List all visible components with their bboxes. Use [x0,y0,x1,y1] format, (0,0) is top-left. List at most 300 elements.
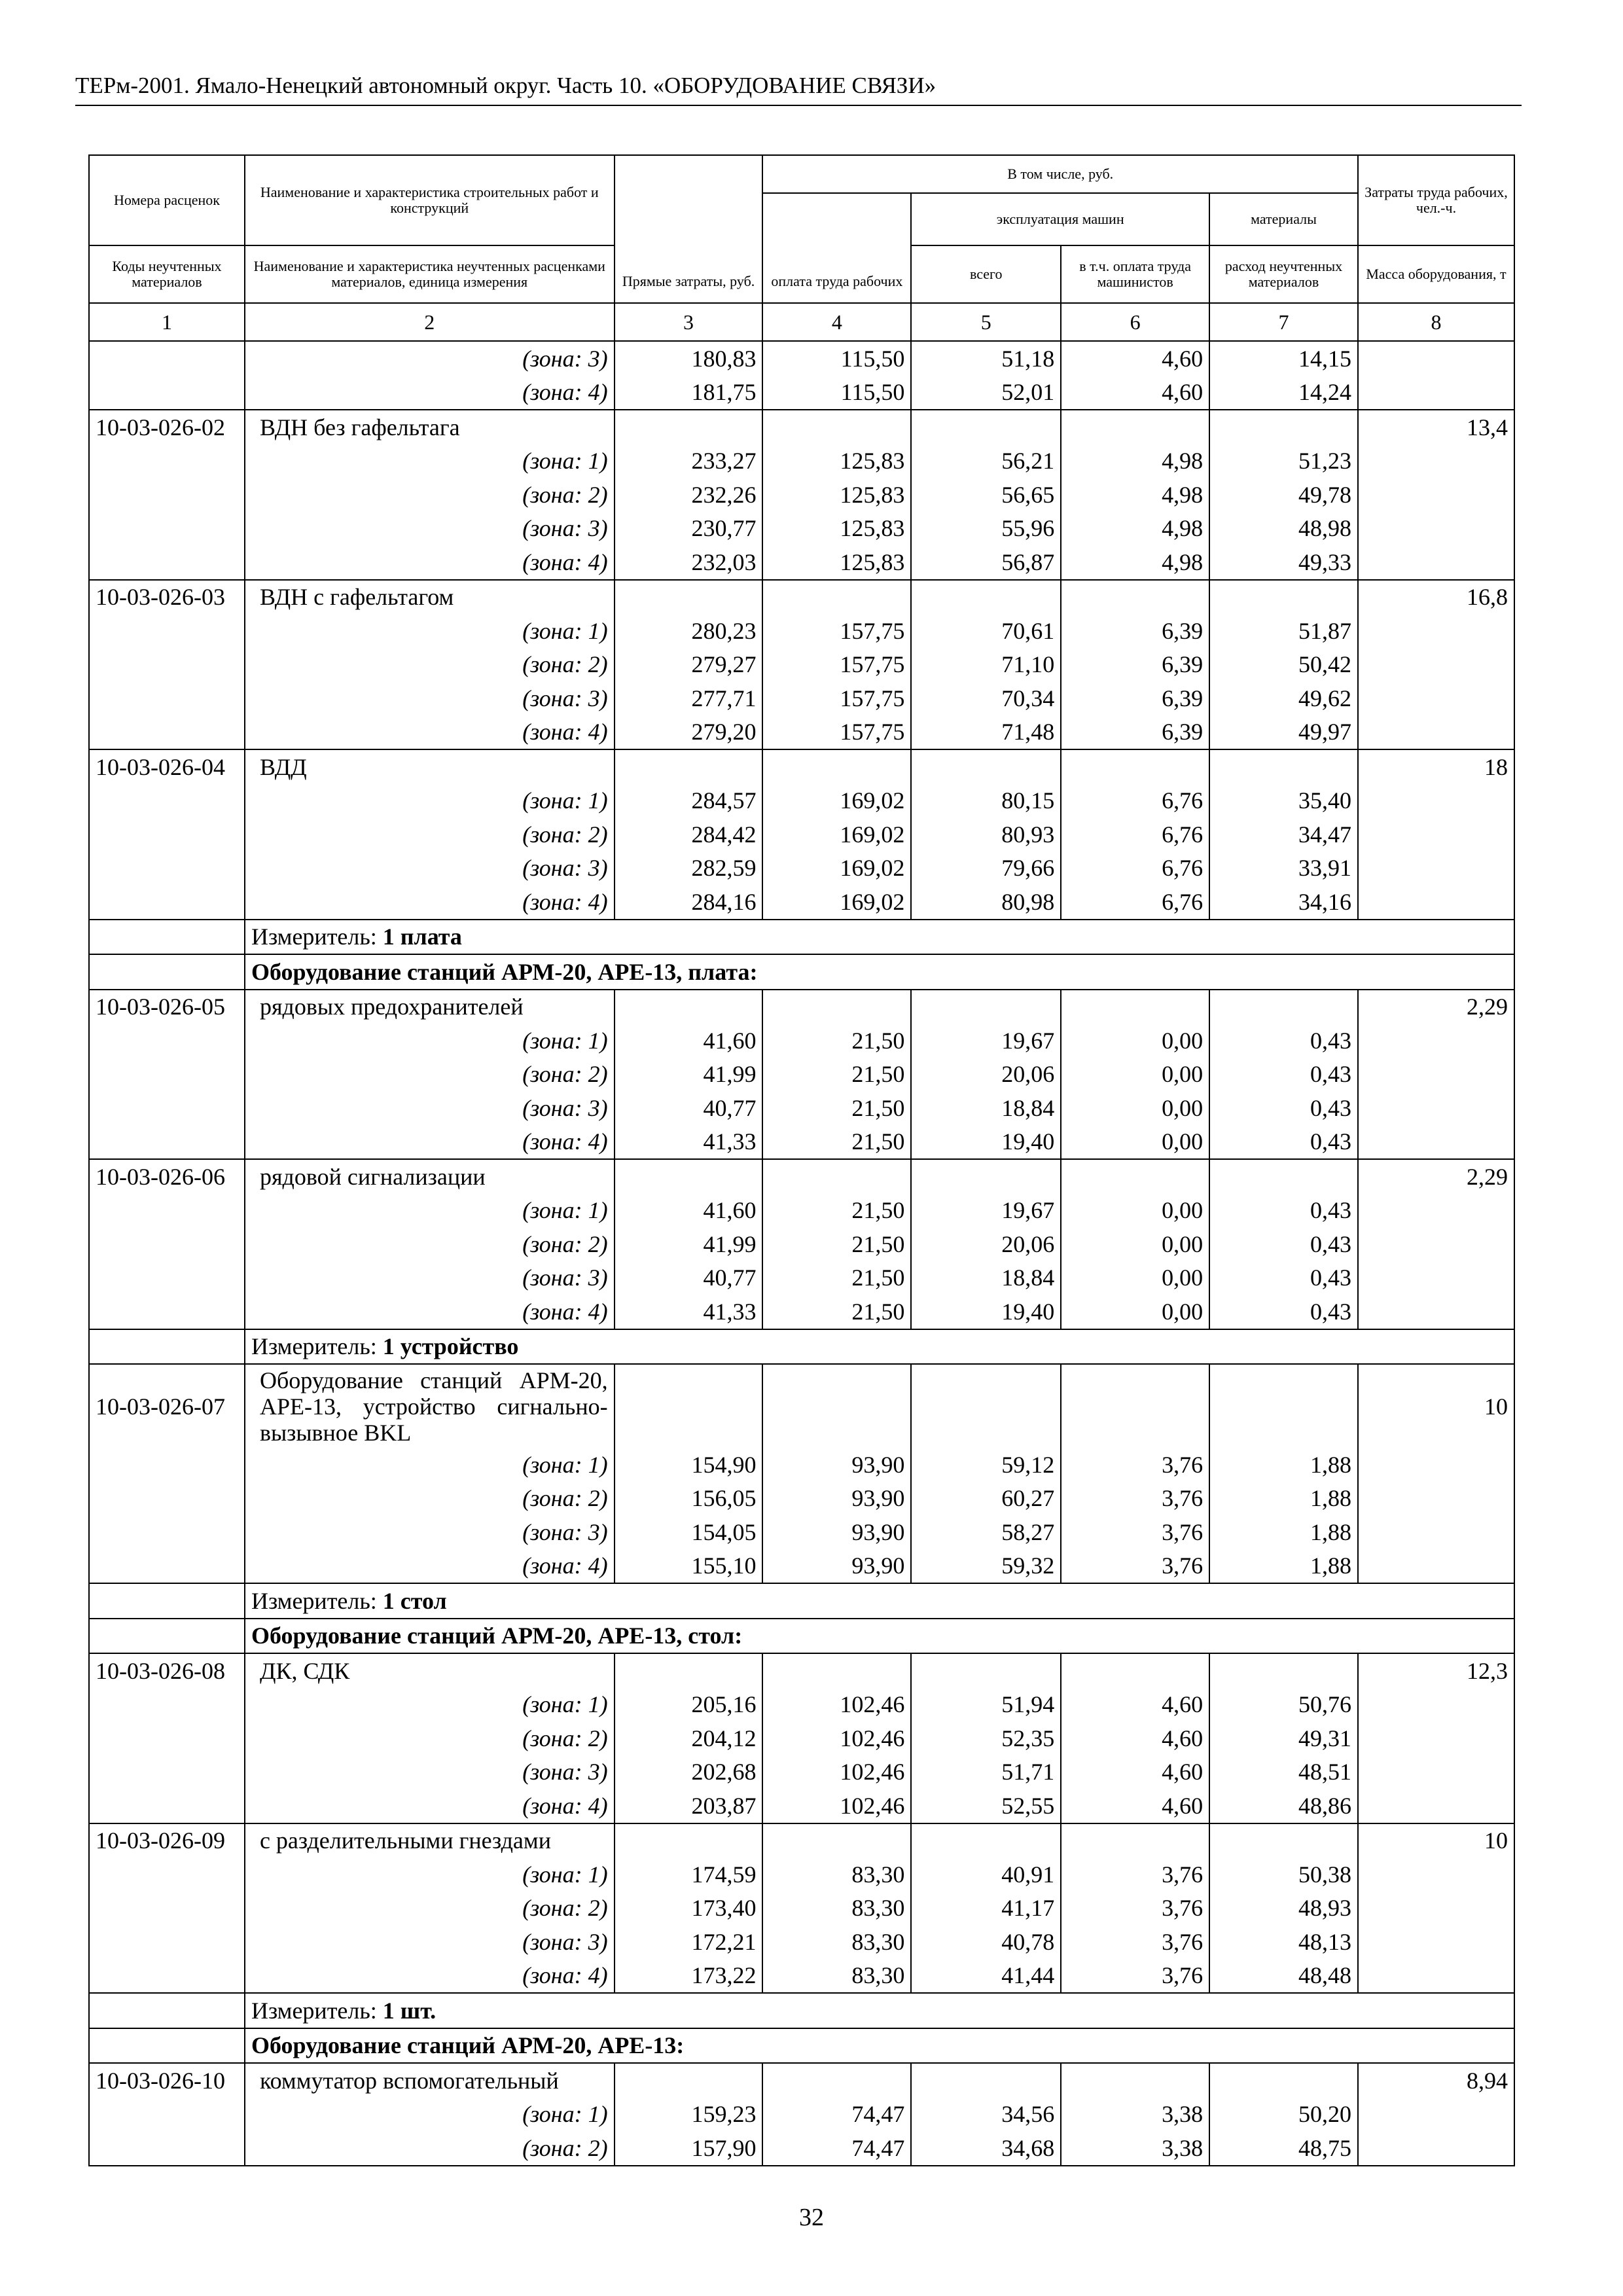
empty-cell [89,1515,245,1549]
page-header: ТЕРм-2001. Ямало-Ненецкий автономный округ. Часть 10. «ОБОРУДОВАНИЕ СВЯЗИ» [75,71,1522,106]
labor-pay-value: 102,46 [762,1721,911,1755]
machinists-pay-value: 4,60 [1061,1789,1209,1823]
empty-cell [89,341,245,376]
machinists-pay-value: 4,60 [1061,1688,1209,1722]
machinists-pay-value: 0,00 [1061,1261,1209,1295]
zone-label: (зона: 3) [245,512,615,546]
materials-value: 51,87 [1209,614,1358,648]
empty-cell [1209,580,1358,615]
direct-costs-value: 41,99 [615,1227,763,1261]
empty-cell [1358,1125,1514,1160]
machines-total-value: 18,84 [911,1091,1061,1125]
machines-total-value: 52,01 [911,376,1061,410]
materials-value: 0,43 [1209,1227,1358,1261]
materials-value: 0,43 [1209,1058,1358,1092]
empty-cell [762,1159,911,1194]
labor-costs-value: 12,3 [1358,1653,1514,1688]
column-number: 8 [1358,303,1514,341]
empty-cell [1061,1823,1209,1858]
col-header-unaccounted-name: Наименование и характеристика неучтенных расценками материалов, единица измерения [245,245,615,303]
empty-cell [1358,512,1514,546]
empty-cell [89,444,245,478]
labor-pay-value: 115,50 [762,341,911,376]
zone-label: (зона: 1) [245,444,615,478]
materials-value: 48,98 [1209,512,1358,546]
measure-label [245,1329,1514,1365]
column-number: 6 [1061,303,1209,341]
rate-item-row [89,1653,1514,1688]
labor-costs-value: 2,29 [1358,1159,1514,1194]
group-spacer [89,954,245,990]
machines-total-value: 60,27 [911,1482,1061,1516]
empty-cell [89,1295,245,1329]
zone-label: (зона: 3) [245,341,615,376]
empty-cell [911,1823,1061,1858]
direct-costs-value: 232,03 [615,545,763,580]
zone-label: (зона: 2) [245,478,615,512]
direct-costs-value: 230,77 [615,512,763,546]
machinists-pay-value: 6,76 [1061,885,1209,920]
direct-costs-value: 154,90 [615,1448,763,1482]
measure-spacer [89,1583,245,1619]
zone-row [89,1058,1514,1092]
machinists-pay-value: 6,39 [1061,681,1209,715]
direct-costs-value: 41,99 [615,1058,763,1092]
machines-total-value: 20,06 [911,1227,1061,1261]
empty-cell [1358,545,1514,580]
labor-pay-value: 93,90 [762,1448,911,1482]
empty-cell [1358,1857,1514,1892]
machinists-pay-value: 3,76 [1061,1482,1209,1516]
machinists-pay-value: 4,98 [1061,512,1209,546]
measure-spacer [89,920,245,955]
rate-name: коммутатор вспомогательный [245,2063,615,2098]
machines-total-value: 52,35 [911,1721,1061,1755]
labor-pay-value: 83,30 [762,1892,911,1926]
materials-value: 51,23 [1209,444,1358,478]
zone-label: (зона: 2) [245,1482,615,1516]
group-header-row [89,2028,1514,2064]
measure-label [245,1583,1514,1619]
empty-cell [615,1159,763,1194]
machinists-pay-value: 0,00 [1061,1295,1209,1329]
empty-cell [1358,341,1514,376]
col-header-unaccounted-materials: расход неучтенных материалов [1209,245,1358,303]
zone-row [89,1721,1514,1755]
zone-label: (зона: 4) [245,1549,615,1584]
labor-pay-value: 102,46 [762,1789,911,1823]
empty-cell [1209,749,1358,784]
machines-total-value: 80,15 [911,784,1061,818]
zone-label: (зона: 2) [245,2131,615,2166]
machines-total-value: 40,91 [911,1857,1061,1892]
measure-row [89,1329,1514,1365]
col-header-direct-costs: Прямые затраты, руб. [615,155,763,303]
zone-row [89,2131,1514,2166]
empty-cell [1209,410,1358,444]
rate-item-row [89,749,1514,784]
column-number: 3 [615,303,763,341]
empty-cell [762,749,911,784]
materials-value: 1,88 [1209,1482,1358,1516]
zone-row [89,1892,1514,1926]
zone-label: (зона: 4) [245,376,615,410]
zone-row [89,1024,1514,1058]
empty-cell [1209,1364,1358,1448]
empty-cell [89,512,245,546]
machines-total-value: 58,27 [911,1515,1061,1549]
empty-cell [1358,614,1514,648]
labor-pay-value: 74,47 [762,2098,911,2132]
direct-costs-value: 284,16 [615,885,763,920]
empty-cell [1358,1755,1514,1789]
rate-name: ДК, СДК [245,1653,615,1688]
zone-label: (зона: 3) [245,1925,615,1959]
materials-value: 1,88 [1209,1448,1358,1482]
machines-total-value: 51,71 [911,1755,1061,1789]
column-number: 5 [911,303,1061,341]
zone-label: (зона: 2) [245,1058,615,1092]
empty-cell [89,817,245,852]
direct-costs-value: 279,27 [615,648,763,682]
labor-pay-value: 169,02 [762,784,911,818]
empty-cell [911,1653,1061,1688]
empty-cell [911,1159,1061,1194]
labor-pay-value: 21,50 [762,1261,911,1295]
col-header-materials: материалы [1209,193,1358,245]
direct-costs-value: 284,42 [615,817,763,852]
materials-value: 0,43 [1209,1194,1358,1228]
empty-cell [1209,1823,1358,1858]
column-number: 1 [89,303,245,341]
empty-cell [1061,1364,1209,1448]
column-number: 4 [762,303,911,341]
empty-cell [89,1688,245,1722]
empty-cell [89,2098,245,2132]
machines-total-value: 40,78 [911,1925,1061,1959]
zone-label: (зона: 2) [245,1721,615,1755]
measure-label-text: Измеритель: [251,1333,383,1360]
empty-cell [615,1364,763,1448]
zone-label: (зона: 2) [245,1892,615,1926]
empty-cell [1358,817,1514,852]
col-header-machines-total: всего [911,245,1061,303]
materials-value: 0,43 [1209,1024,1358,1058]
machines-total-value: 71,48 [911,715,1061,750]
col-header-machines: эксплуатация машин [911,193,1209,245]
zone-label: (зона: 4) [245,545,615,580]
direct-costs-value: 41,60 [615,1024,763,1058]
zone-row [89,478,1514,512]
machinists-pay-value: 6,39 [1061,648,1209,682]
materials-value: 50,76 [1209,1688,1358,1722]
zone-label: (зона: 3) [245,1515,615,1549]
empty-cell [89,1194,245,1228]
empty-cell [1061,749,1209,784]
labor-pay-value: 83,30 [762,1925,911,1959]
empty-cell [1358,784,1514,818]
zone-row [89,852,1514,886]
empty-cell [89,1058,245,1092]
empty-cell [1061,2063,1209,2098]
zone-row [89,1194,1514,1228]
zone-row [89,681,1514,715]
empty-cell [89,1959,245,1994]
empty-cell [1061,990,1209,1024]
materials-value: 49,62 [1209,681,1358,715]
labor-pay-value: 157,75 [762,681,911,715]
machines-total-value: 51,94 [911,1688,1061,1722]
measure-unit: 1 устройство [382,1333,519,1360]
direct-costs-value: 41,33 [615,1295,763,1329]
materials-value: 14,24 [1209,376,1358,410]
labor-pay-value: 125,83 [762,512,911,546]
empty-cell [1358,1448,1514,1482]
zone-label: (зона: 3) [245,1755,615,1789]
labor-pay-value: 21,50 [762,1058,911,1092]
materials-value: 50,38 [1209,1857,1358,1892]
zone-row [89,1925,1514,1959]
materials-value: 35,40 [1209,784,1358,818]
empty-cell [89,648,245,682]
zone-label: (зона: 1) [245,1688,615,1722]
empty-cell [1209,1159,1358,1194]
zone-row [89,1515,1514,1549]
empty-cell [1358,1549,1514,1584]
empty-cell [615,1653,763,1688]
empty-cell [615,2063,763,2098]
rate-item-row [89,990,1514,1024]
labor-pay-value: 83,30 [762,1959,911,1994]
column-number: 2 [245,303,615,341]
zone-label: (зона: 1) [245,1024,615,1058]
machines-total-value: 51,18 [911,341,1061,376]
empty-cell [911,1364,1061,1448]
empty-cell [1358,1261,1514,1295]
empty-cell [89,885,245,920]
empty-cell [1358,1959,1514,1994]
direct-costs-value: 41,33 [615,1125,763,1160]
empty-cell [615,410,763,444]
zone-row [89,512,1514,546]
materials-value: 34,47 [1209,817,1358,852]
measure-spacer [89,1329,245,1365]
machinists-pay-value: 4,98 [1061,478,1209,512]
direct-costs-value: 156,05 [615,1482,763,1516]
machinists-pay-value: 0,00 [1061,1024,1209,1058]
measure-spacer [89,1993,245,2028]
machines-total-value: 80,93 [911,817,1061,852]
empty-cell [615,1823,763,1858]
direct-costs-value: 205,16 [615,1688,763,1722]
labor-pay-value: 157,75 [762,715,911,750]
machines-total-value: 19,40 [911,1125,1061,1160]
machines-total-value: 55,96 [911,512,1061,546]
materials-value: 0,43 [1209,1091,1358,1125]
labor-pay-value: 157,75 [762,648,911,682]
materials-value: 14,15 [1209,341,1358,376]
materials-value: 48,75 [1209,2131,1358,2166]
materials-value: 0,43 [1209,1261,1358,1295]
rate-code: 10-03-026-02 [89,410,245,444]
materials-value: 0,43 [1209,1125,1358,1160]
machinists-pay-value: 0,00 [1061,1125,1209,1160]
empty-cell [89,681,245,715]
rate-code: 10-03-026-08 [89,1653,245,1688]
labor-pay-value: 93,90 [762,1515,911,1549]
labor-pay-value: 93,90 [762,1549,911,1584]
empty-cell [1358,444,1514,478]
empty-cell [1358,852,1514,886]
zone-label: (зона: 2) [245,648,615,682]
labor-pay-value: 21,50 [762,1091,911,1125]
direct-costs-value: 155,10 [615,1549,763,1584]
rate-table [88,154,1515,2166]
labor-pay-value: 93,90 [762,1482,911,1516]
materials-value: 49,78 [1209,478,1358,512]
zone-label: (зона: 4) [245,715,615,750]
empty-cell [1358,1892,1514,1926]
rate-item-row [89,410,1514,444]
labor-costs-value: 16,8 [1358,580,1514,615]
machines-total-value: 41,17 [911,1892,1061,1926]
labor-costs-value: 13,4 [1358,410,1514,444]
measure-label [245,920,1514,955]
labor-pay-value: 21,50 [762,1194,911,1228]
direct-costs-value: 279,20 [615,715,763,750]
zone-row [89,648,1514,682]
empty-cell [89,1024,245,1058]
materials-value: 50,20 [1209,2098,1358,2132]
machinists-pay-value: 3,38 [1061,2098,1209,2132]
zone-label: (зона: 4) [245,1959,615,1994]
empty-cell [1358,1024,1514,1058]
direct-costs-value: 181,75 [615,376,763,410]
empty-cell [1358,1227,1514,1261]
direct-costs-value: 204,12 [615,1721,763,1755]
empty-cell [1358,715,1514,750]
direct-costs-value: 280,23 [615,614,763,648]
empty-cell [1358,1482,1514,1516]
col-header-machinists-pay: в т.ч. оплата труда машинистов [1061,245,1209,303]
group-title: Оборудование станций АРМ-20, АРЕ-13, стол: [245,1619,1514,1654]
empty-cell [1209,1653,1358,1688]
zone-row [89,1261,1514,1295]
materials-value: 48,86 [1209,1789,1358,1823]
empty-cell [762,410,911,444]
empty-cell [1358,478,1514,512]
rate-code: 10-03-026-05 [89,990,245,1024]
labor-costs-value: 10 [1358,1823,1514,1858]
page-number: 32 [799,2204,824,2231]
machinists-pay-value: 4,60 [1061,1755,1209,1789]
zone-label: (зона: 4) [245,885,615,920]
machines-total-value: 34,56 [911,2098,1061,2132]
machines-total-value: 18,84 [911,1261,1061,1295]
zone-label: (зона: 1) [245,2098,615,2132]
empty-cell [89,1892,245,1926]
materials-value: 49,31 [1209,1721,1358,1755]
machinists-pay-value: 6,39 [1061,614,1209,648]
empty-cell [1061,1653,1209,1688]
direct-costs-value: 173,40 [615,1892,763,1926]
empty-cell [762,580,911,615]
zone-label: (зона: 4) [245,1789,615,1823]
col-header-labor-pay: оплата труда рабочих [762,193,911,303]
direct-costs-value: 233,27 [615,444,763,478]
machinists-pay-value: 6,76 [1061,852,1209,886]
materials-value: 0,43 [1209,1295,1358,1329]
labor-pay-value: 21,50 [762,1295,911,1329]
materials-value: 48,13 [1209,1925,1358,1959]
rate-name: ВДН без гафельтага [245,410,615,444]
zone-row [89,545,1514,580]
machines-total-value: 19,67 [911,1024,1061,1058]
rate-name: с разделительными гнездами [245,1823,615,1858]
empty-cell [89,2131,245,2166]
zone-row [89,376,1514,410]
machines-total-value: 56,87 [911,545,1061,580]
machines-total-value: 56,21 [911,444,1061,478]
zone-row [89,1789,1514,1823]
empty-cell [89,1549,245,1584]
empty-cell [89,715,245,750]
labor-pay-value: 83,30 [762,1857,911,1892]
empty-cell [762,2063,911,2098]
rate-name: ВДН с гафельтагом [245,580,615,615]
empty-cell [89,1125,245,1160]
labor-pay-value: 21,50 [762,1125,911,1160]
rate-item-row [89,1159,1514,1194]
labor-pay-value: 115,50 [762,376,911,410]
empty-cell [1358,1515,1514,1549]
machinists-pay-value: 0,00 [1061,1058,1209,1092]
materials-value: 34,16 [1209,885,1358,920]
direct-costs-value: 174,59 [615,1857,763,1892]
empty-cell [89,1448,245,1482]
direct-costs-value: 157,90 [615,2131,763,2166]
empty-cell [1358,885,1514,920]
rate-item-row [89,1823,1514,1858]
labor-pay-value: 125,83 [762,444,911,478]
empty-cell [1358,1295,1514,1329]
materials-value: 49,33 [1209,545,1358,580]
zone-row [89,614,1514,648]
direct-costs-value: 159,23 [615,2098,763,2132]
empty-cell [1358,1194,1514,1228]
materials-value: 1,88 [1209,1515,1358,1549]
column-number: 7 [1209,303,1358,341]
empty-cell [89,1789,245,1823]
measure-row [89,1993,1514,2028]
direct-costs-value: 173,22 [615,1959,763,1994]
direct-costs-value: 277,71 [615,681,763,715]
empty-cell [89,1857,245,1892]
materials-value: 48,93 [1209,1892,1358,1926]
zone-row [89,1857,1514,1892]
zone-row [89,1688,1514,1722]
machinists-pay-value: 3,38 [1061,2131,1209,2166]
empty-cell [911,990,1061,1024]
zone-row [89,1755,1514,1789]
machinists-pay-value: 3,76 [1061,1959,1209,1994]
empty-cell [1358,2131,1514,2166]
measure-row [89,920,1514,955]
empty-cell [762,1653,911,1688]
labor-pay-value: 102,46 [762,1755,911,1789]
group-title: Оборудование станций АРМ-20, АРЕ-13: [245,2028,1514,2064]
machinists-pay-value: 0,00 [1061,1194,1209,1228]
